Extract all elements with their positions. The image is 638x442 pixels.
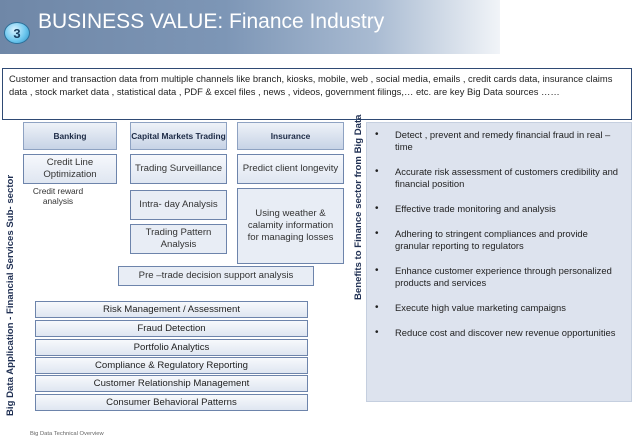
bullet-icon: •: [375, 302, 379, 313]
benefit-text: Adhering to stringent compliances and provide granular reporting to regulators: [395, 228, 588, 251]
banking-item-credit-reward: Credit reward analysis: [32, 186, 84, 206]
insurance-item-predict-longevity: Predict client longevity: [237, 154, 344, 184]
column-header-capital-markets: Capital Markets Trading: [130, 122, 227, 150]
benefit-item: [373, 265, 623, 289]
benefit-text: Detect , prevent and remedy financial fraud in real – time: [395, 129, 611, 152]
cross-bar-crm: Customer Relationship Management: [35, 375, 308, 392]
benefits-axis-label: Benefits to Finance sector from Big Data: [353, 114, 364, 300]
intro-text-box: Customer and transaction data from multiple channels like branch, kiosks, mobile, web , social media, emails , credit cards data, insurance claims data , stock market data , statistical data , PDF & excel files , news , videos, government filings,… etc. are key Big Data sources ……: [2, 68, 632, 120]
step-number-badge: 3: [4, 22, 30, 44]
cross-bar-consumer-behavior: Consumer Behavioral Patterns: [35, 394, 308, 411]
benefit-item: [373, 228, 623, 252]
bullet-icon: •: [375, 129, 379, 140]
pretrade-decision-bar: Pre –trade decision support analysis: [118, 266, 314, 286]
bullet-icon: •: [375, 166, 379, 177]
benefits-panel: [366, 122, 632, 402]
benefit-text: Accurate risk assessment of customers credibility and financial position: [395, 166, 618, 189]
banking-item-credit-line: Credit Line Optimization: [23, 154, 117, 184]
benefit-item: [373, 166, 623, 190]
insurance-item-weather-calamity: Using weather & calamity information for managing losses: [237, 188, 344, 264]
capital-item-intraday-analysis: Intra- day Analysis: [130, 190, 227, 220]
benefit-item: [373, 203, 623, 215]
capital-item-trading-pattern: Trading Pattern Analysis: [130, 224, 227, 254]
cross-bar-fraud-detection: Fraud Detection: [35, 320, 308, 337]
capital-item-trading-surveillance: Trading Surveillance: [130, 154, 227, 184]
benefit-text: Effective trade monitoring and analysis: [395, 203, 556, 214]
column-header-insurance: Insurance: [237, 122, 344, 150]
bullet-icon: •: [375, 327, 379, 338]
cross-bar-portfolio-analytics: Portfolio Analytics: [35, 339, 308, 356]
benefit-item: [373, 129, 623, 153]
benefit-item: [373, 302, 623, 314]
bullet-icon: •: [375, 265, 379, 276]
page-title: BUSINESS VALUE: Finance Industry: [38, 10, 385, 33]
benefit-text: Execute high value marketing campaigns: [395, 302, 566, 313]
bullet-icon: •: [375, 203, 379, 214]
left-axis-label: Big Data Application - Financial Services Sub- sector: [5, 174, 16, 416]
cross-bar-compliance: Compliance & Regulatory Reporting: [35, 357, 308, 374]
column-header-banking: Banking: [23, 122, 117, 150]
benefit-text: Reduce cost and discover new revenue opportunities: [395, 327, 616, 338]
cross-bar-risk-management: Risk Management / Assessment: [35, 301, 308, 318]
footer-text: Big Data Technical Overview: [30, 431, 104, 437]
benefit-item: [373, 327, 623, 339]
bullet-icon: •: [375, 228, 379, 239]
benefit-text: Enhance customer experience through personalized products and services: [395, 265, 612, 288]
